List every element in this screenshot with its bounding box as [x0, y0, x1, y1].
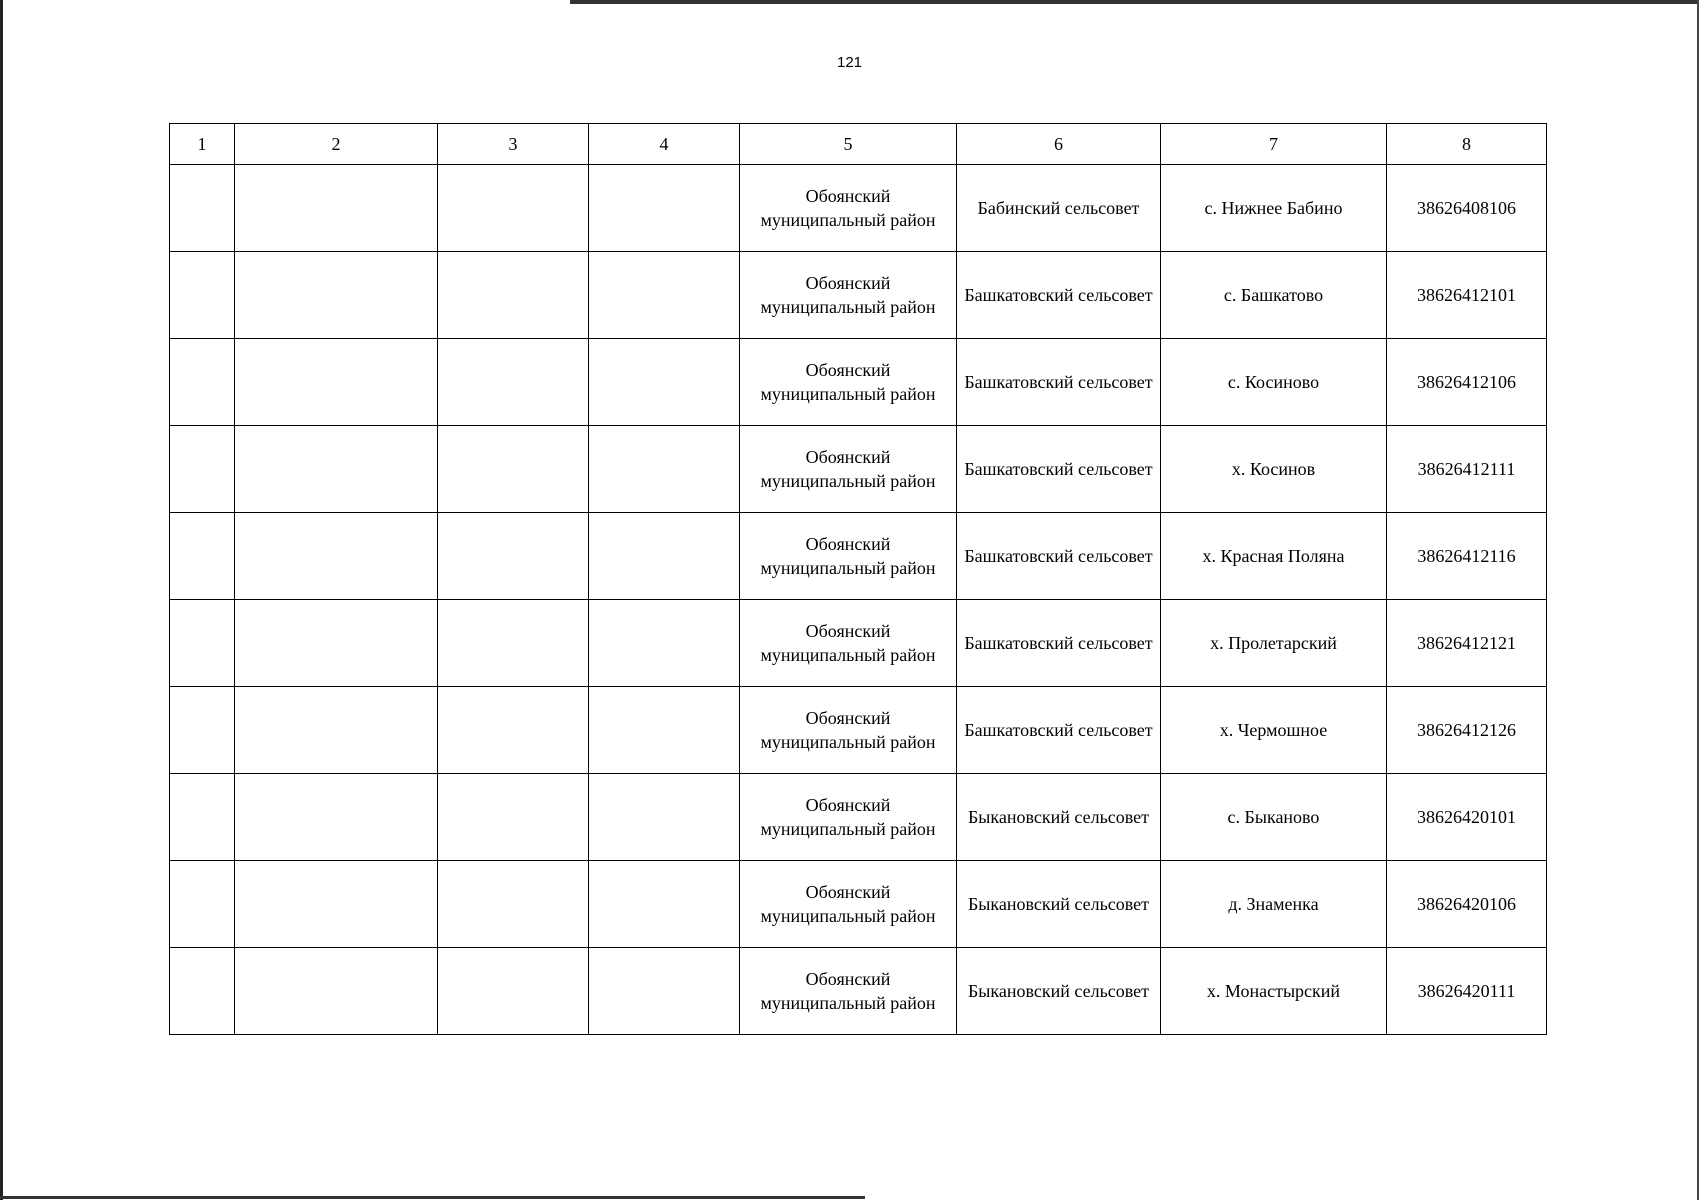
table-row [170, 600, 1547, 687]
cell-col-1 [170, 687, 235, 774]
municipal-district-cell: Обоянский муниципальный район [740, 426, 957, 513]
code-cell: 38626420106 [1387, 861, 1547, 948]
cell-col-1 [170, 426, 235, 513]
settlement-cell: х. Чермошное [1161, 687, 1387, 774]
settlement-cell: с. Башкатово [1161, 252, 1387, 339]
cell-col-4 [589, 948, 740, 1035]
table-header-row [170, 124, 1547, 165]
settlement-cell: х. Красная Поляна [1161, 513, 1387, 600]
page-number: 121 [836, 54, 863, 71]
council-cell: Башкатовский сельсовет [957, 687, 1161, 774]
cell-col-4 [589, 687, 740, 774]
cell-col-3 [438, 426, 589, 513]
settlement-cell: х. Косинов [1161, 426, 1387, 513]
cell-col-3 [438, 252, 589, 339]
cell-col-3 [438, 687, 589, 774]
cell-col-2 [235, 774, 438, 861]
council-cell: Быкановский сельсовет [957, 948, 1161, 1035]
cell-col-3 [438, 774, 589, 861]
cell-col-1 [170, 861, 235, 948]
cell-col-4 [589, 513, 740, 600]
municipal-district-cell: Обоянский муниципальный район [740, 513, 957, 600]
code-cell: 38626420101 [1387, 774, 1547, 861]
cell-col-4 [589, 861, 740, 948]
table-row [170, 774, 1547, 861]
cell-col-4 [589, 165, 740, 252]
column-header-7: 7 [1161, 124, 1387, 165]
code-cell: 38626412121 [1387, 600, 1547, 687]
cell-col-3 [438, 165, 589, 252]
settlement-cell: с. Быканово [1161, 774, 1387, 861]
municipal-district-cell: Обоянский муниципальный район [740, 861, 957, 948]
column-header-2: 2 [235, 124, 438, 165]
settlement-cell: с. Косиново [1161, 339, 1387, 426]
code-cell: 38626412116 [1387, 513, 1547, 600]
table-row [170, 426, 1547, 513]
column-header-5: 5 [740, 124, 957, 165]
cell-col-2 [235, 687, 438, 774]
cell-col-2 [235, 513, 438, 600]
cell-col-3 [438, 948, 589, 1035]
council-cell: Быкановский сельсовет [957, 774, 1161, 861]
column-header-4: 4 [589, 124, 740, 165]
cell-col-2 [235, 861, 438, 948]
council-cell: Башкатовский сельсовет [957, 426, 1161, 513]
municipal-district-cell: Обоянский муниципальный район [740, 774, 957, 861]
column-header-6: 6 [957, 124, 1161, 165]
cell-col-1 [170, 774, 235, 861]
table-row [170, 948, 1547, 1035]
cell-col-1 [170, 600, 235, 687]
settlement-cell: х. Монастырский [1161, 948, 1387, 1035]
cell-col-1 [170, 948, 235, 1035]
table-row [170, 165, 1547, 252]
cell-col-4 [589, 600, 740, 687]
settlements-table [169, 123, 1547, 1035]
council-cell: Башкатовский сельсовет [957, 600, 1161, 687]
code-cell: 38626412106 [1387, 339, 1547, 426]
municipal-district-cell: Обоянский муниципальный район [740, 948, 957, 1035]
cell-col-4 [589, 774, 740, 861]
cell-col-3 [438, 339, 589, 426]
cell-col-2 [235, 948, 438, 1035]
table-row [170, 861, 1547, 948]
cell-col-1 [170, 513, 235, 600]
scan-edge-bottom [0, 1196, 865, 1199]
column-header-8: 8 [1387, 124, 1547, 165]
council-cell: Башкатовский сельсовет [957, 252, 1161, 339]
table-row [170, 687, 1547, 774]
code-cell: 38626408106 [1387, 165, 1547, 252]
cell-col-4 [589, 339, 740, 426]
table-row [170, 339, 1547, 426]
cell-col-2 [235, 426, 438, 513]
municipal-district-cell: Обоянский муниципальный район [740, 687, 957, 774]
municipal-district-cell: Обоянский муниципальный район [740, 339, 957, 426]
column-header-1: 1 [170, 124, 235, 165]
settlement-cell: х. Пролетарский [1161, 600, 1387, 687]
cell-col-3 [438, 861, 589, 948]
cell-col-1 [170, 252, 235, 339]
council-cell: Башкатовский сельсовет [957, 339, 1161, 426]
cell-col-3 [438, 513, 589, 600]
column-header-3: 3 [438, 124, 589, 165]
cell-col-1 [170, 165, 235, 252]
scan-edge-top [570, 0, 1699, 4]
cell-col-3 [438, 600, 589, 687]
cell-col-4 [589, 426, 740, 513]
cell-col-2 [235, 252, 438, 339]
cell-col-2 [235, 165, 438, 252]
municipal-district-cell: Обоянский муниципальный район [740, 165, 957, 252]
cell-col-2 [235, 600, 438, 687]
scan-edge-left [0, 0, 3, 1200]
cell-col-2 [235, 339, 438, 426]
council-cell: Быкановский сельсовет [957, 861, 1161, 948]
cell-col-1 [170, 339, 235, 426]
council-cell: Бабинский сельсовет [957, 165, 1161, 252]
settlement-cell: с. Нижнее Бабино [1161, 165, 1387, 252]
code-cell: 38626412111 [1387, 426, 1547, 513]
table-row [170, 513, 1547, 600]
code-cell: 38626412101 [1387, 252, 1547, 339]
cell-col-4 [589, 252, 740, 339]
table-row [170, 252, 1547, 339]
municipal-district-cell: Обоянский муниципальный район [740, 600, 957, 687]
council-cell: Башкатовский сельсовет [957, 513, 1161, 600]
settlement-cell: д. Знаменка [1161, 861, 1387, 948]
code-cell: 38626412126 [1387, 687, 1547, 774]
municipal-district-cell: Обоянский муниципальный район [740, 252, 957, 339]
code-cell: 38626420111 [1387, 948, 1547, 1035]
